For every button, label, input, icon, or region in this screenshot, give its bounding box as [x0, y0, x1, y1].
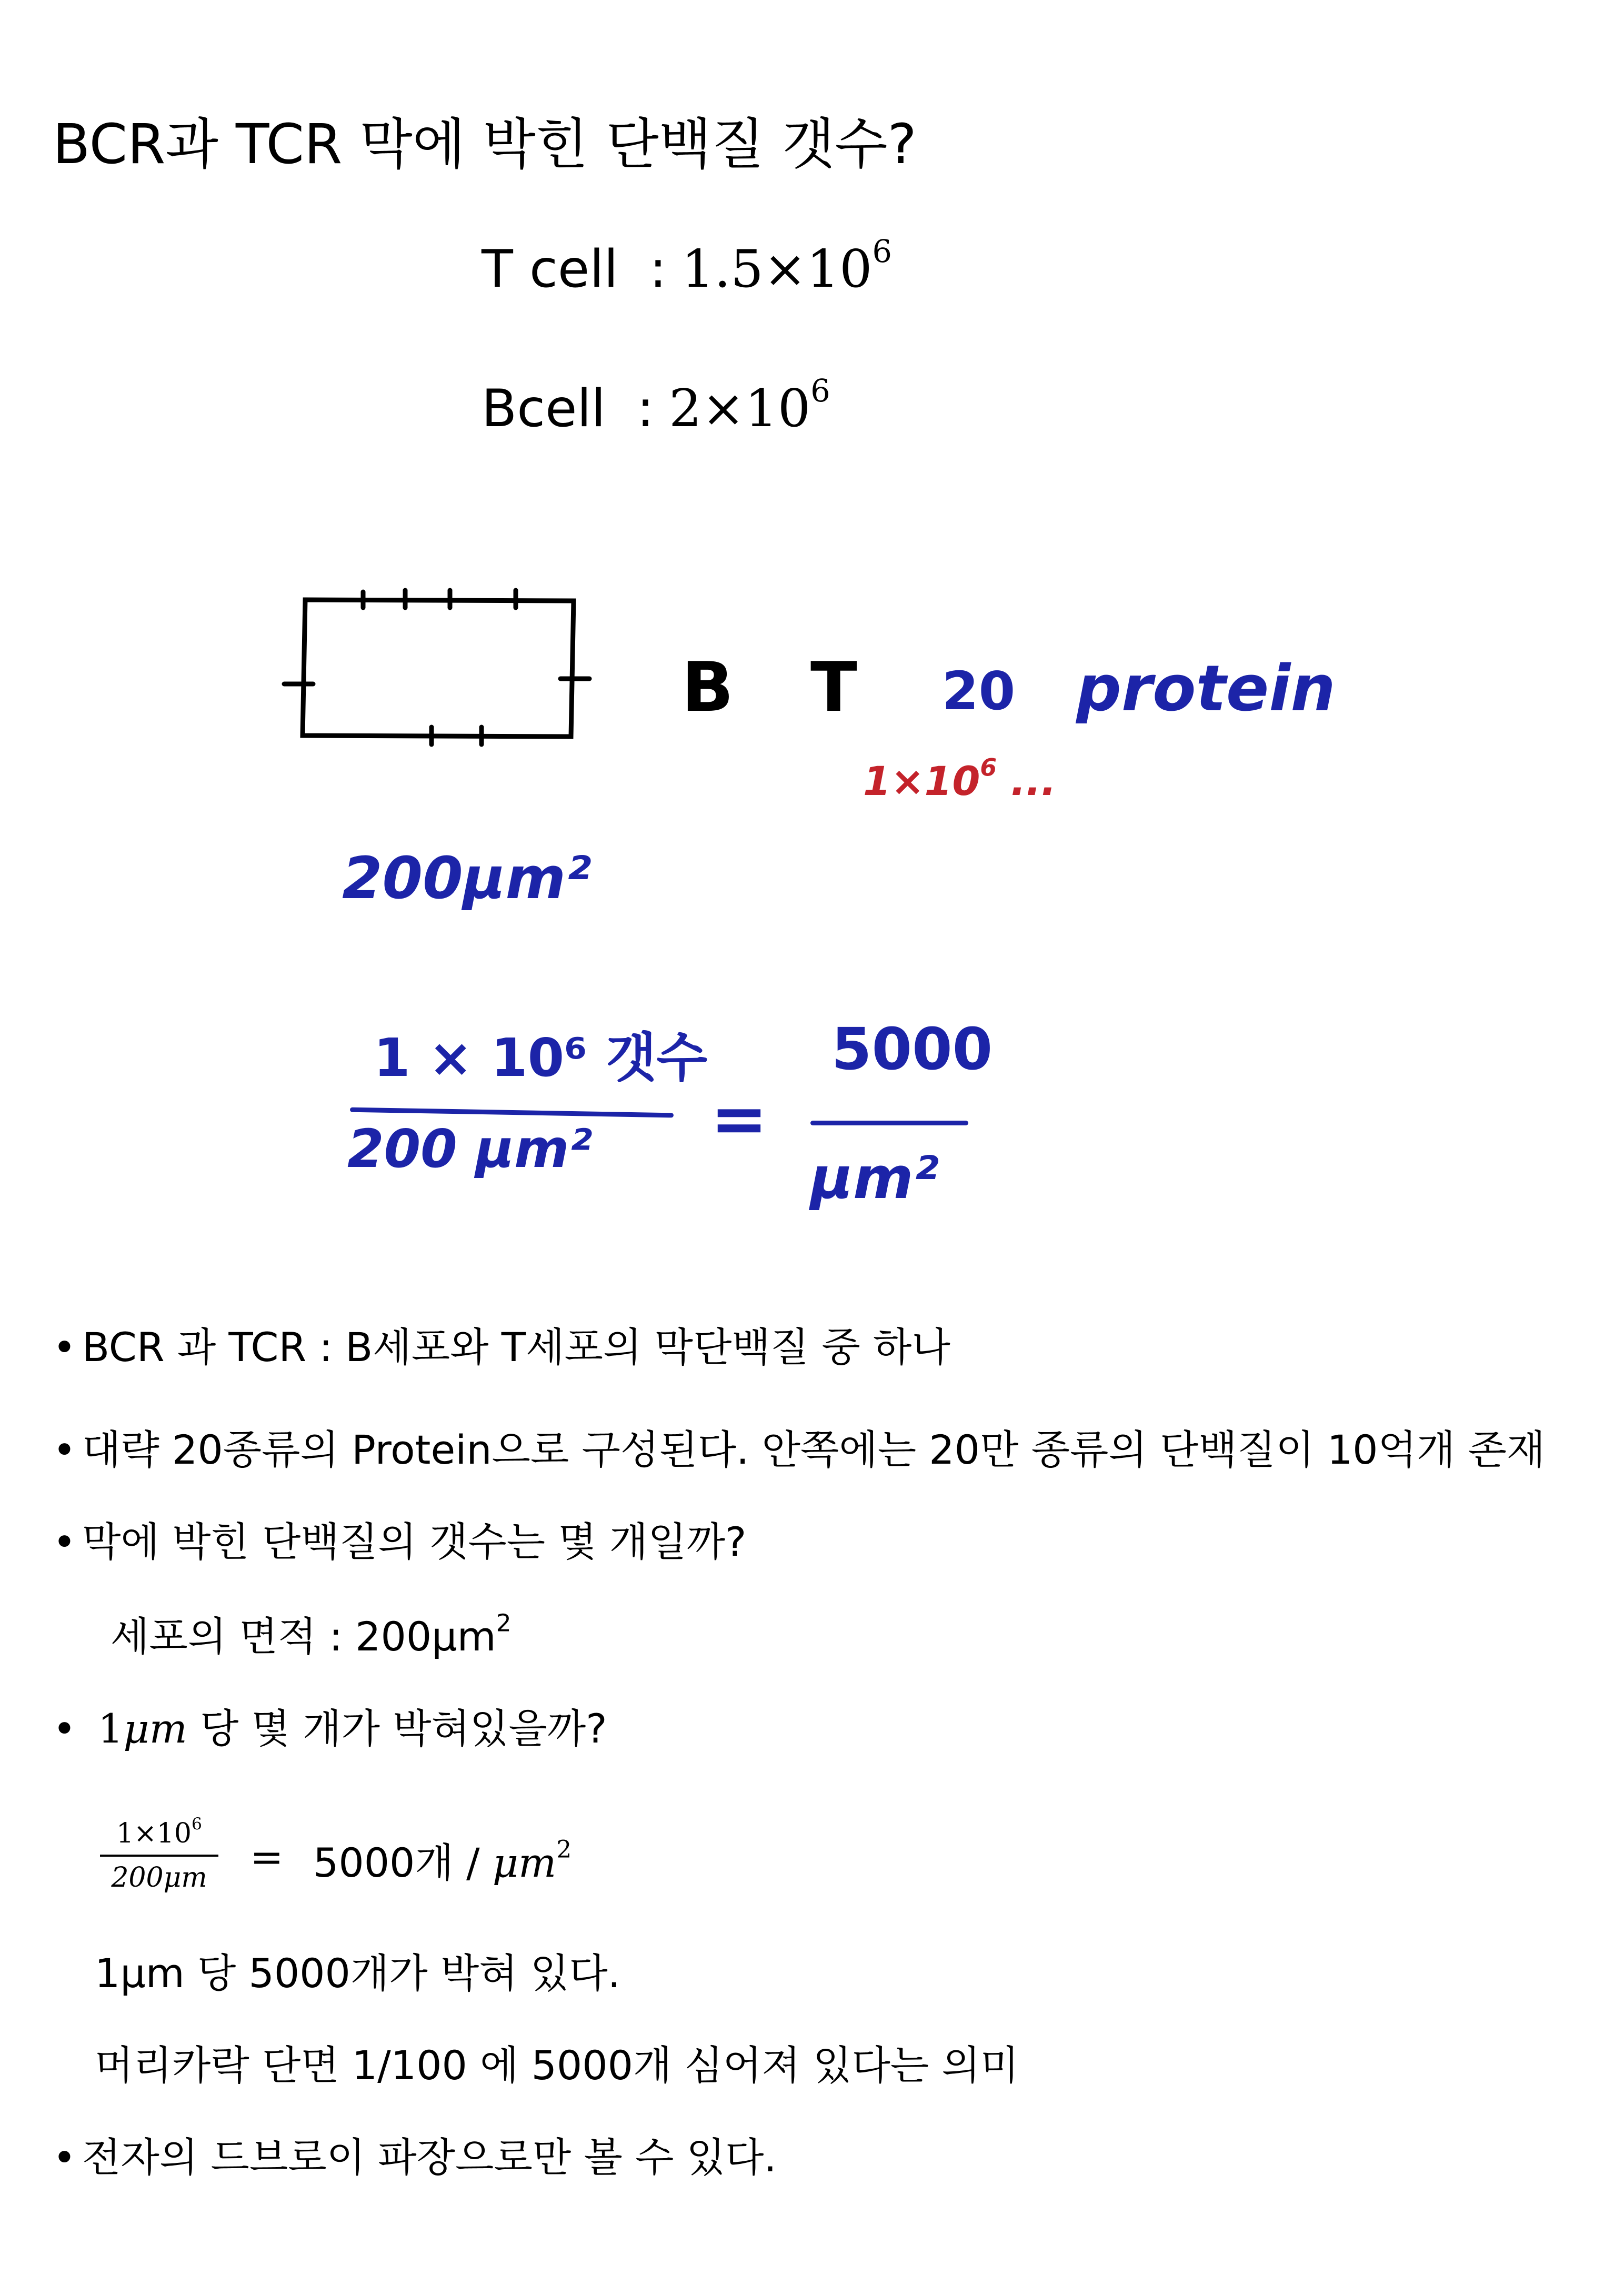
typed-fraction: [100, 1815, 218, 1894]
hand-frac-left-bar: [350, 1107, 674, 1118]
t-cell-colon: :: [649, 239, 667, 299]
b-cell-label: Bcell: [482, 379, 606, 439]
hand-equals: =: [710, 1079, 768, 1159]
hand-frac-left-num: 1 × 10⁶ 갯수: [374, 1027, 707, 1089]
typed-result: 5000개 / $\mu m^2$: [313, 1835, 572, 1886]
hand-frac-right-num: 5000: [831, 1015, 993, 1083]
bullet-protein-types: • 대략 20종류의 Protein으로 구성된다. 안쪽에는 20만 종류의 단백질이 10억개 존재: [53, 1426, 1546, 1473]
typed-frac-num: $1\times 10^6$: [116, 1815, 202, 1849]
hand-red-note: $1\times 10^6$ ...: [863, 753, 1057, 804]
b-cell-value: $2\times 10^6$: [669, 372, 830, 439]
b-cell-colon: :: [637, 379, 655, 439]
bullet-per-um-question: • 1μm 당 몇 개가 박혀있을까?: [53, 1705, 607, 1752]
hand-frac-left-den: 200 μm²: [347, 1118, 593, 1180]
b-cell-count: [482, 372, 830, 439]
hand-protein: protein: [1076, 652, 1336, 726]
hair-comparison-line: 머리카락 단면 1/100 에 5000개 심어져 있다는 의미: [95, 2042, 1019, 2089]
page-title: BCR과 TCR 막에 박힌 단백질 갯수?: [53, 112, 917, 176]
bullet-protein-count-question: • 막에 박힌 단백질의 갯수는 몇 개일까?: [53, 1518, 747, 1565]
typed-frac-den: 200μm: [111, 1862, 207, 1894]
hand-area: 200μm²: [342, 844, 592, 912]
hand-frac-right-bar: [810, 1121, 968, 1125]
hand-t-letter: T: [810, 647, 857, 727]
typed-equals: =: [250, 1834, 284, 1880]
bullet-bcr-tcr: • BCR 과 TCR : B세포와 T세포의 막단백질 중 하나: [53, 1324, 950, 1371]
typed-frac-bar: [100, 1855, 218, 1857]
membrane-sketch: [274, 584, 600, 747]
cell-area-line: 세포의 면적 : $200\mu m^2$: [111, 1609, 512, 1660]
bullet-de-broglie: • 전자의 드브로이 파장으로만 볼 수 있다.: [53, 2134, 777, 2181]
per-um-result-line: 1μm 당 5000개가 박혀 있다.: [95, 1950, 620, 1997]
hand-b-letter: B: [681, 647, 734, 727]
hand-frac-right-den: μm²: [810, 1144, 939, 1212]
t-cell-label: T cell: [482, 239, 618, 299]
t-cell-count: [482, 233, 892, 299]
hand-twenty: 20: [942, 660, 1016, 722]
t-cell-value: $1.5\times 10^6$: [681, 233, 892, 299]
